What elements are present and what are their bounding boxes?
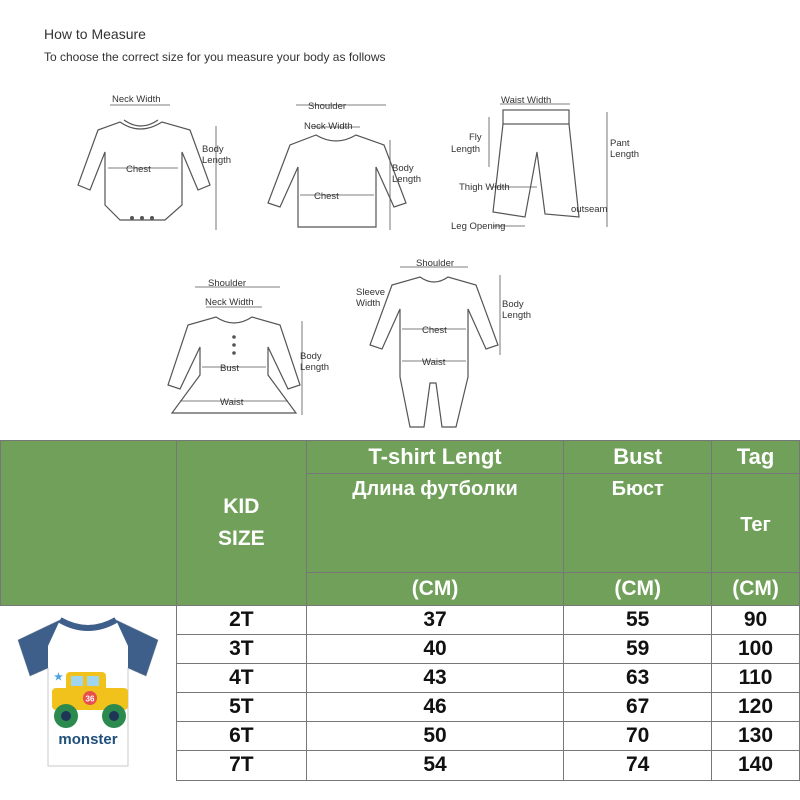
bust-header-ru: Бюст: [564, 474, 712, 573]
tag-header-ru: Тег: [712, 474, 800, 573]
size-cell: 7T: [176, 751, 306, 780]
dress-neck-label: Neck Width: [205, 297, 254, 308]
bust-cell: 67: [564, 693, 712, 722]
romper-diagram: [350, 255, 550, 435]
pants-diagram: [445, 92, 645, 242]
product-image-cell: [1, 606, 177, 781]
tag-cell: 110: [712, 664, 800, 693]
size-table: [0, 440, 800, 781]
pants-length-label: Pant: [610, 138, 630, 149]
guide-title: How to Measure: [44, 26, 146, 42]
romper-sleeve-label-2: Width: [356, 298, 381, 309]
romper-length-label: Body: [502, 299, 524, 310]
shirt-chest-label: Chest: [314, 191, 339, 202]
bust-cell: 55: [564, 606, 712, 635]
size-cell: 6T: [176, 722, 306, 751]
pants-waist-label: Waist Width: [501, 95, 552, 106]
bust-unit: (CM): [564, 573, 712, 606]
tshirt-image: [8, 606, 168, 774]
bust-cell: 70: [564, 722, 712, 751]
length-cell: 50: [306, 722, 564, 751]
length-cell: 46: [306, 693, 564, 722]
pants-leg-label: Leg Opening: [451, 221, 506, 232]
bust-cell: 63: [564, 664, 712, 693]
dress-length-label: Body: [300, 351, 322, 362]
svg-text:★: ★: [54, 672, 64, 683]
monster-print-text: monster: [58, 731, 118, 748]
tag-cell: 130: [712, 722, 800, 751]
bodysuit-diagram: [70, 90, 240, 240]
size-cell: 2T: [176, 606, 306, 635]
bodysuit-length-label-2: Length: [202, 155, 232, 166]
shirt-length-label: Body: [392, 163, 414, 174]
length-cell: 40: [306, 635, 564, 664]
size-cell: 4T: [176, 664, 306, 693]
table-row: [1, 606, 800, 635]
tag-header-en: Tag: [712, 441, 800, 474]
pants-length-label-2: Length: [610, 149, 640, 160]
bodysuit-chest-label: Chest: [126, 164, 151, 175]
length-header-ru: Длина футболки: [306, 474, 564, 573]
pants-thigh-label: Thigh Width: [459, 182, 510, 193]
tag-unit: (CM): [712, 573, 800, 606]
dress-diagram: [150, 275, 350, 435]
bust-cell: 74: [564, 751, 712, 780]
pants-fly-label: Fly: [469, 132, 482, 143]
shirt-neck-label: Neck Width: [304, 121, 353, 132]
kid-size-header: [176, 441, 306, 606]
shirt-diagram: [256, 95, 436, 240]
length-cell: 54: [306, 751, 564, 780]
length-cell: 37: [306, 606, 564, 635]
tag-cell: 120: [712, 693, 800, 722]
romper-waist-label: Waist: [422, 357, 446, 368]
header-blank-cell: [1, 441, 177, 606]
shirt-shoulder-label: Shoulder: [308, 101, 347, 112]
romper-chest-label: Chest: [422, 325, 447, 336]
bust-header-en: Bust: [564, 441, 712, 474]
tag-cell: 90: [712, 606, 800, 635]
length-unit: (CM): [306, 573, 564, 606]
size-cell: 3T: [176, 635, 306, 664]
length-cell: 43: [306, 664, 564, 693]
romper-sleeve-label: Sleeve: [356, 287, 386, 298]
dress-waist-label: Waist: [220, 397, 244, 408]
bodysuit-length-label: Body: [202, 144, 224, 155]
pants-fly-label-2: Length: [451, 144, 481, 155]
bodysuit-neck-label: Neck Width: [112, 94, 161, 105]
bust-cell: 59: [564, 635, 712, 664]
dress-shoulder-label: Shoulder: [208, 278, 247, 289]
romper-shoulder-label: Shoulder: [416, 258, 455, 269]
size-cell: 5T: [176, 693, 306, 722]
tag-cell: 140: [712, 751, 800, 780]
romper-length-label-2: Length: [502, 310, 532, 321]
length-header-en: T-shirt Lengt: [306, 441, 564, 474]
car-number: 36: [85, 694, 95, 704]
dress-length-label-2: Length: [300, 362, 330, 373]
pants-outseam-label: outseam: [571, 204, 608, 215]
kid-size-line-2: SIZE: [218, 527, 265, 550]
kid-size-line-1: KID: [223, 495, 260, 518]
tag-cell: 100: [712, 635, 800, 664]
shirt-length-label-2: Length: [392, 174, 422, 185]
dress-bust-label: Bust: [220, 363, 240, 374]
guide-subtitle: To choose the correct size for you measure your body as follows: [44, 50, 386, 64]
